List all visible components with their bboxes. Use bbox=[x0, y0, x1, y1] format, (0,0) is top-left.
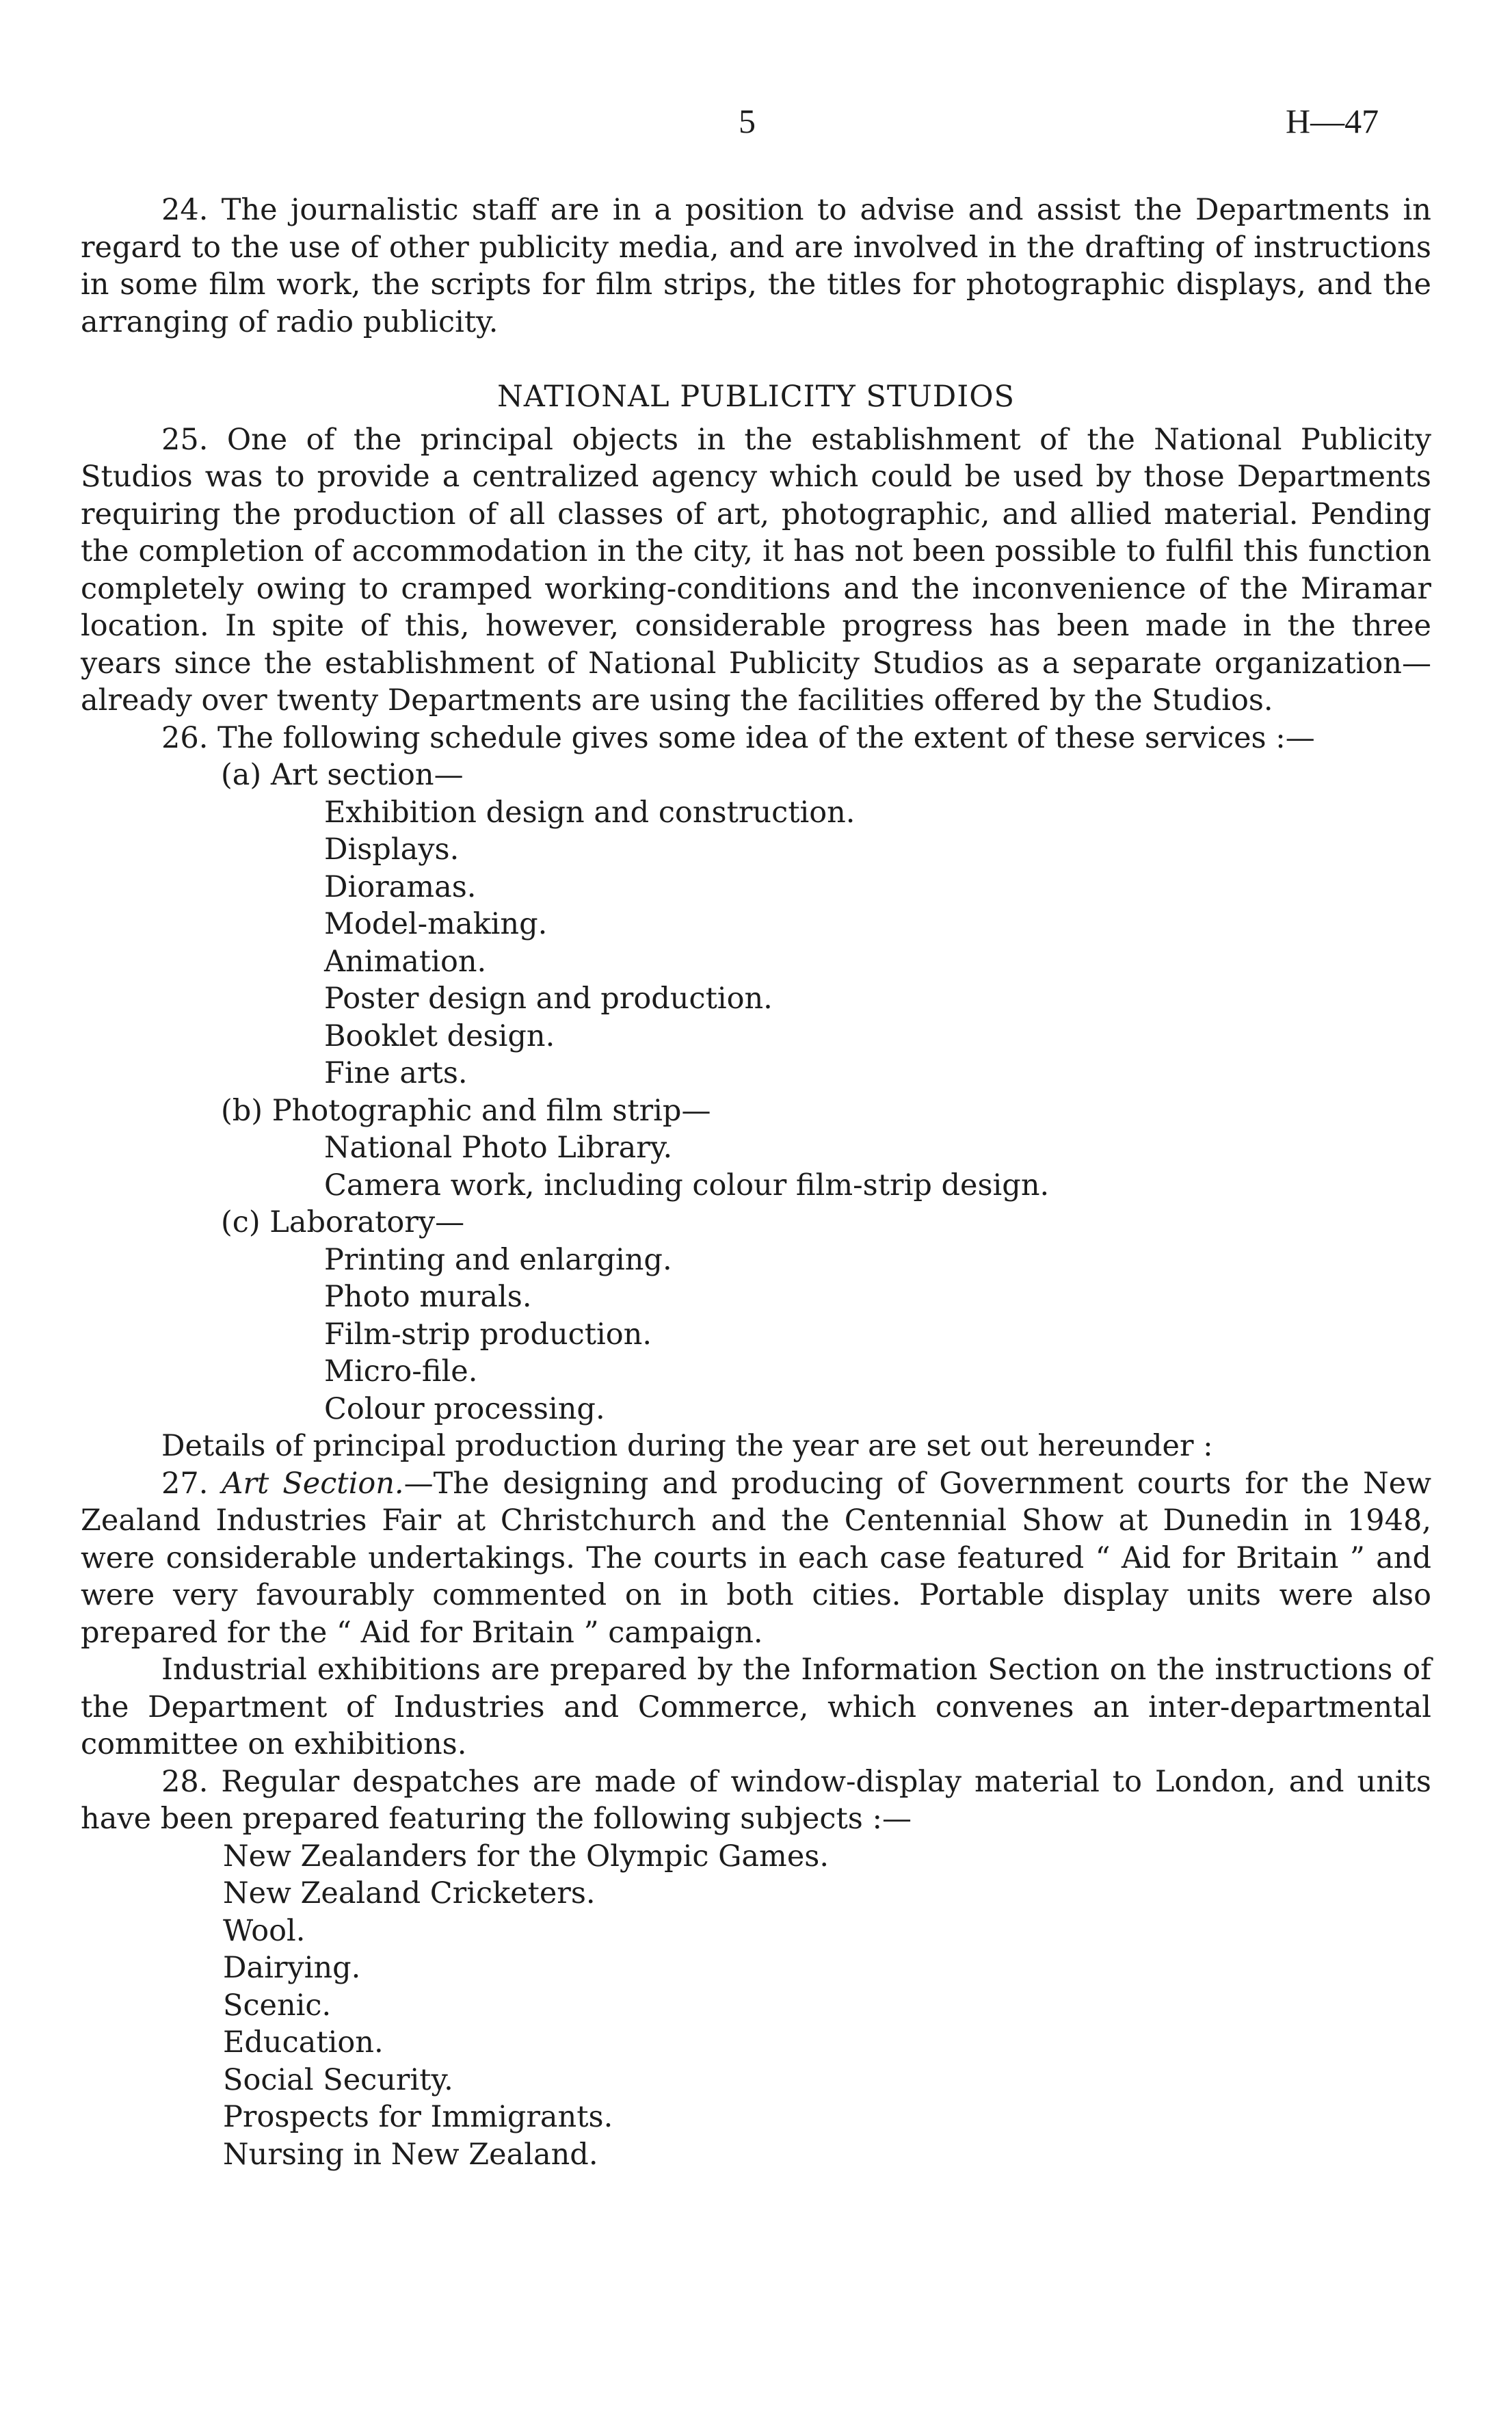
list-item: Photo murals. bbox=[324, 1280, 532, 1314]
services-schedule bbox=[81, 757, 1431, 1428]
list-item: Fine arts. bbox=[324, 1056, 468, 1090]
document-body bbox=[81, 192, 1431, 2173]
paragraph-26: 26. The following schedule gives some idea of the extent of these services :— bbox=[161, 720, 1315, 755]
list-item: National Photo Library. bbox=[324, 1131, 673, 1165]
paragraph-27-number: 27. bbox=[161, 1466, 209, 1501]
section-label-laboratory: (c) Laboratory— bbox=[221, 1205, 465, 1239]
list-item: Colour processing. bbox=[324, 1391, 605, 1426]
section-label-art: (a) Art section— bbox=[221, 758, 464, 792]
list-item: Dairying. bbox=[223, 1951, 361, 1985]
page-number: 5 bbox=[739, 102, 756, 140]
list-item: Micro-file. bbox=[324, 1354, 478, 1389]
list-item: Wool. bbox=[223, 1913, 306, 1948]
paragraph-27b: Industrial exhibitions are prepared by the Information Section on the instructions of the Department of Industries and Commerce, which convenes an inter-departmental committee on exhibitions. bbox=[81, 1653, 1431, 1761]
paragraph-27-title: Art Section. bbox=[222, 1466, 404, 1501]
list-item: New Zealanders for the Olympic Games. bbox=[223, 1839, 830, 1874]
list-item: Exhibition design and construction. bbox=[324, 795, 856, 830]
list-item: Scenic. bbox=[223, 1988, 332, 2023]
subjects-list bbox=[81, 1838, 1431, 2174]
list-item: Printing and enlarging. bbox=[324, 1242, 672, 1277]
list-item: Nursing in New Zealand. bbox=[223, 2137, 598, 2172]
list-item: Camera work, including colour film-strip design. bbox=[324, 1168, 1050, 1203]
paragraph-28: 28. Regular despatches are made of window-display material to London, and units have been prepared featuring the following subjects :— bbox=[81, 1764, 1431, 1836]
paragraph-25: 25. One of the principal objects in the establishment of the National Publicity Studios was to provide a centralized agency which could be used by those Departments requiring the production of all classes of art, photographic, and allied material. Pending the completion of accommodation in the city, it has not been possible to fulfil this function completely owing to cramped working-conditions and the inconvenience of the Miramar location. In spite of this, however, considerable progress has been made in the three years since the establishment of National Publicity Studios as a separate organization—already over twenty Departments are using the facilities offered by the Studios. bbox=[81, 422, 1431, 718]
list-item: Displays. bbox=[324, 832, 460, 867]
list-item: Dioramas. bbox=[324, 869, 477, 904]
list-item: Social Security. bbox=[223, 2062, 453, 2097]
details-line: Details of principal production during the year are set out hereunder : bbox=[161, 1429, 1213, 1463]
list-item: New Zealand Cricketers. bbox=[223, 1876, 596, 1910]
page-header bbox=[0, 101, 1512, 149]
list-item: Education. bbox=[223, 2025, 384, 2060]
list-item: Booklet design. bbox=[324, 1019, 555, 1053]
paragraph-27-text: —The designing and producing of Government courts for the New Zealand Industries Fair at Christchurch and the Centennial Show at Dunedin in 1948, were considerable undertakings. The courts in each case featured “ Aid for Britain ” and were very favourably commented on in both cities. Portable display units were also prepared for the “ Aid for Britain ” campaign. bbox=[81, 1466, 1432, 1650]
paragraph-27 bbox=[81, 1465, 1431, 1652]
paragraph-24: 24. The journalistic staff are in a position to advise and assist the Departments in regard to the use of other publicity media, and are involved in the drafting of instructions in some film work, the scripts for film strips, the titles for photographic displays, and the arranging of radio publicity. bbox=[81, 193, 1431, 339]
list-item: Animation. bbox=[324, 944, 487, 979]
list-item: Film-strip production. bbox=[324, 1317, 652, 1352]
section-label-photographic: (b) Photographic and film strip— bbox=[221, 1093, 711, 1128]
document-reference: H—47 bbox=[1286, 102, 1379, 140]
list-item: Prospects for Immigrants. bbox=[223, 2100, 613, 2134]
section-heading: NATIONAL PUBLICITY STUDIOS bbox=[497, 380, 1015, 414]
list-item: Model-making. bbox=[324, 907, 548, 941]
list-item: Poster design and production. bbox=[324, 982, 773, 1016]
